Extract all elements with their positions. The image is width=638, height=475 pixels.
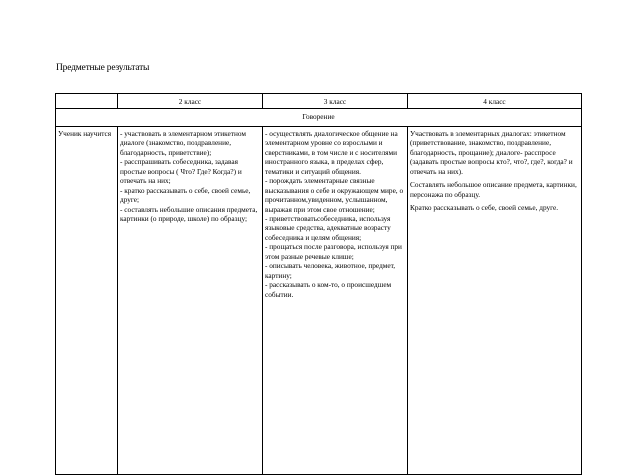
header-cell-grade2: 2 класс [118, 94, 263, 109]
table-row [56, 126, 582, 474]
grade2-cell [118, 126, 263, 474]
header-cell-grade3: 3 класс [263, 94, 408, 109]
grade3-item: - порождать элементарные связные высказывания о себе и окружающем мире, о прочитанном,увиденном, услышанном, выражая при этом свое отношение; [265, 176, 404, 214]
grade3-item: - рассказывать о ком-то, о происшедшем событии. [265, 280, 392, 299]
grade3-item: - приветствоватьсобеседника, используя языковые средства, адекватные возрасту собеседника и целям общения; [265, 213, 391, 242]
grade3-cell [263, 126, 408, 474]
grade3-item: - описывать человека, животное, предмет, картину; [265, 261, 396, 280]
grade2-item: - кратко рассказывать о себе, своей семье, друге; [120, 185, 251, 205]
grade4-item: Составлять небольшое описание предмета, картинки, персонажа по образцу. [410, 180, 577, 199]
grade4-item: Участвовать в элементарных диалогах: этикетном (приветствование, знакомство, поздравление, благодарность, прощание); диалоге- расспросе (задавать простые вопросы кто?, что?, где?, когда? и отвечать на них). [410, 128, 573, 176]
results-table [55, 93, 582, 475]
grade2-item: - участвовать в элементарном этикетном диалоге (знакомство, поздравление, благодарность, приветствие); [120, 128, 247, 157]
grade4-item: Кратко рассказывать о себе, своей семье, друге. [410, 203, 559, 213]
row-label: Ученик научится [56, 126, 118, 474]
section-title: Говорение [56, 109, 582, 126]
grade4-cell [408, 126, 582, 474]
header-cell-empty [56, 94, 118, 109]
table-header-row [56, 94, 582, 109]
grade3-item: - прощаться после разговора, используя при этом разные речевые клише; [265, 242, 402, 261]
header-cell-grade4: 4 класс [408, 94, 582, 109]
grade2-item: - составлять небольшие описания предмета, картинки (о природе, школе) по образцу; [120, 204, 258, 223]
section-row [56, 109, 582, 126]
grade2-item: - расспрашивать собеседника, задавая простые вопросы ( Что? Где? Когда?) и отвечать на них; [120, 157, 242, 186]
page-heading: Предметные результаты [56, 63, 150, 73]
grade3-item: - осуществлять диалогическое общение на элементарном уровне со взрослыми и сверстниками, в том числе и с носителями иностранного языка, в пределах сфер, тематики и ситуаций общения. [265, 128, 398, 176]
